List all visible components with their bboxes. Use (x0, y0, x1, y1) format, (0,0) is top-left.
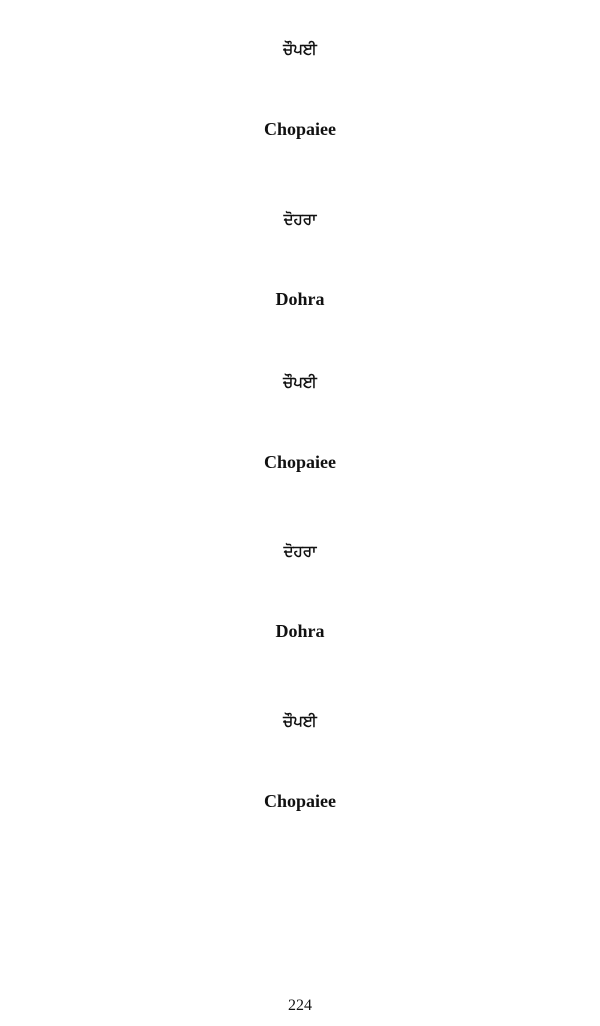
transliteration-line (0, 671, 600, 698)
verse-7 (0, 38, 600, 196)
gurmukhi-line (0, 258, 600, 286)
transliteration-line (0, 339, 600, 366)
gurmukhi-heading: ਚੌਪਈ (283, 40, 317, 58)
gurmukhi-heading: ਦੋਹਰਾ (283, 210, 317, 228)
gurmukhi-heading: ਚੌਪਈ (283, 712, 317, 730)
transliteration-heading: Dohra (275, 621, 325, 641)
gurmukhi-line (0, 421, 600, 449)
verse-9 (0, 371, 600, 529)
page-number: 224 (288, 997, 312, 1014)
gurmukhi-line (0, 562, 600, 590)
gurmukhi-heading: ਚੌਪਈ (283, 373, 317, 391)
verse-8 (0, 208, 600, 366)
gurmukhi-line (0, 60, 600, 88)
transliteration-line (0, 814, 600, 841)
gurmukhi-line (0, 732, 600, 760)
gurmukhi-line (0, 88, 600, 116)
verse-10 (0, 540, 600, 698)
gurmukhi-line (0, 760, 600, 788)
verse-11 (0, 710, 600, 868)
transliteration-heading: Dohra (275, 289, 325, 309)
transliteration-heading: Chopaiee (264, 452, 336, 472)
transliteration-line (0, 142, 600, 169)
transliteration-line (0, 475, 600, 502)
gurmukhi-line (0, 230, 600, 258)
transliteration-heading: Chopaiee (264, 791, 336, 811)
transliteration-line (0, 312, 600, 339)
transliteration-line (0, 841, 600, 868)
gurmukhi-line (0, 393, 600, 421)
transliteration-line (0, 169, 600, 196)
gurmukhi-heading: ਦੋਹਰਾ (283, 542, 317, 560)
transliteration-line (0, 502, 600, 529)
gurmukhi-line (0, 590, 600, 618)
transliteration-line (0, 644, 600, 671)
transliteration-heading: Chopaiee (264, 119, 336, 139)
